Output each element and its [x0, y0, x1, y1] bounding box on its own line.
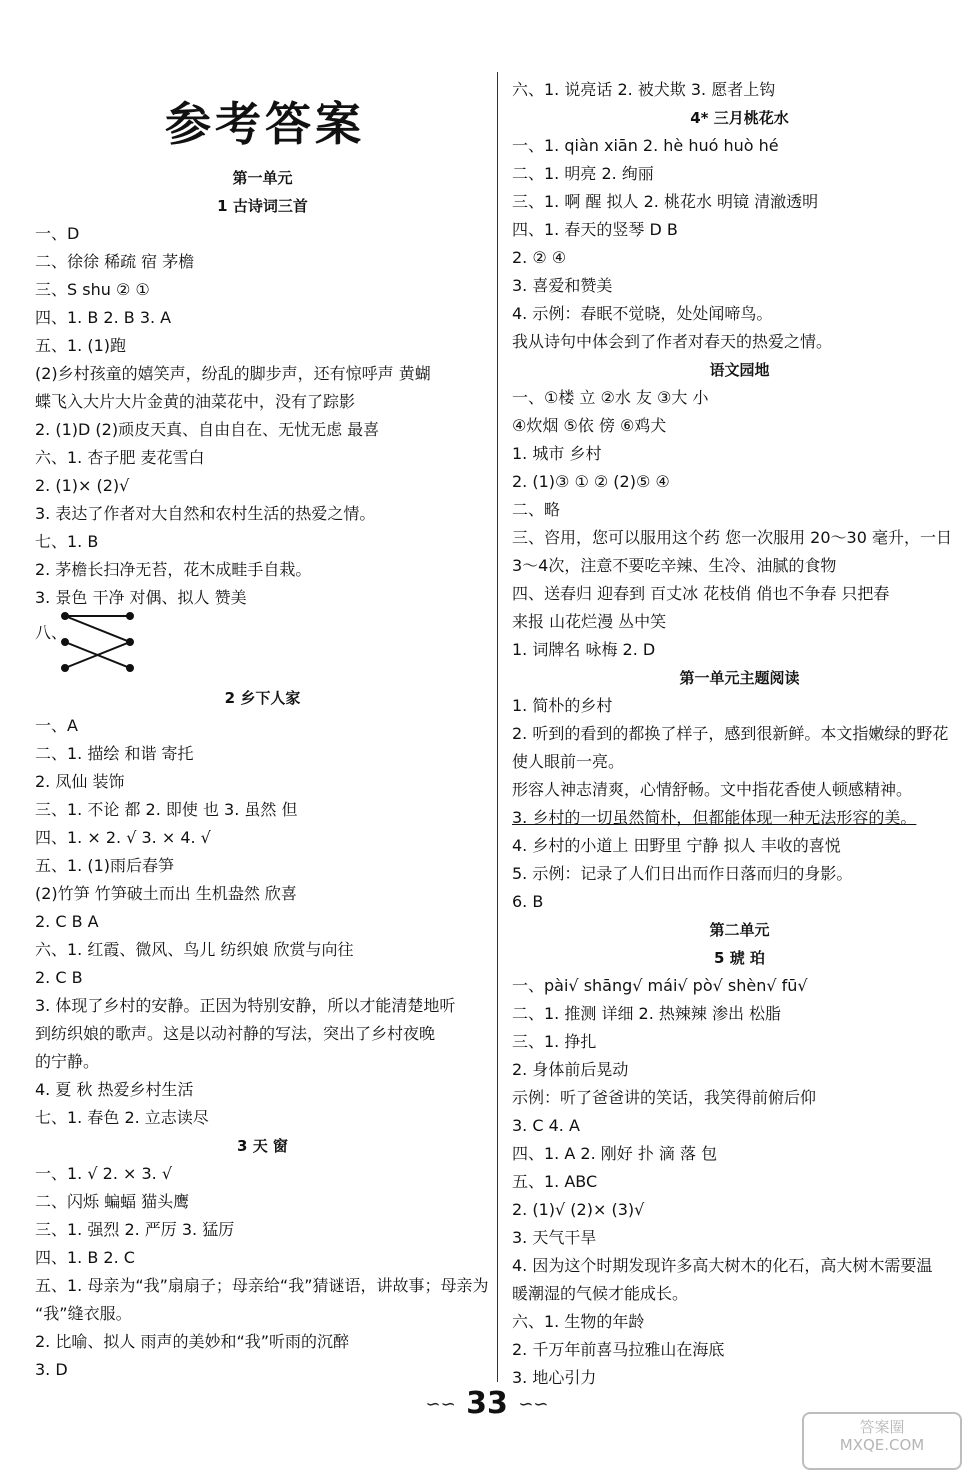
line-text: 二、略	[512, 500, 561, 519]
line-text: 第二单元	[709, 921, 770, 939]
answer-line	[35, 1108, 209, 1128]
line-text: 3. 景色 干净 对偶、拟人 赞美	[35, 588, 247, 607]
section-heading	[35, 168, 490, 188]
line-text: 4. 示例：春眠不觉晓，处处闻啼鸟。	[512, 304, 773, 323]
line-text: 来报 山花烂漫 丛中笑	[512, 612, 667, 631]
answer-line	[35, 940, 354, 960]
line-text: 暖潮湿的气候才能成长。	[512, 1284, 689, 1303]
answer-line	[512, 752, 624, 772]
answer-line	[512, 1340, 724, 1360]
answer-line	[35, 420, 379, 440]
line-text: 五、1. (1)跑	[35, 336, 127, 355]
line-text: 三、1. 强烈 2. 严厉 3. 猛厉	[35, 1220, 235, 1239]
line-text: 四、1. B 2. B 3. A	[35, 308, 172, 327]
watermark-bottom-text: MXQE.COM	[839, 1436, 925, 1454]
answer-line	[35, 560, 311, 580]
line-text: 四、1. B 2. C	[35, 1248, 135, 1267]
answer-line	[35, 392, 355, 412]
answer-line	[35, 968, 83, 988]
line-text: 2. 听到的看到的都换了样子，感到很新鲜。本文指嫩绿的野花	[512, 724, 949, 743]
answer-line	[35, 1080, 194, 1100]
line-text: 四、1. × 2. √ 3. × 4. √	[35, 828, 211, 847]
answer-line	[512, 500, 560, 520]
line-text: 到纺织娘的歌声。这是以动衬静的写法，突出了乡村夜晚	[35, 1024, 436, 1043]
answer-line	[35, 504, 375, 524]
line-text: 三、1. 啊 醒 拟人 2. 桃花水 明镜 清澈透明	[512, 192, 819, 211]
line-text: 6. B	[512, 892, 544, 911]
line-text: 六、1. 生物的年龄	[512, 1312, 645, 1331]
line-text: 2. ② ④	[512, 248, 567, 267]
line-text: 5. 示例：记录了人们日出而作日落而归的身影。	[512, 864, 853, 883]
line-text: 我从诗句中体会到了作者对春天的热爱之情。	[512, 332, 833, 351]
line-text: 1. 简朴的乡村	[512, 696, 613, 715]
line-text: 2. 茅檐长扫净无苔，花木成畦手自栽。	[35, 560, 312, 579]
line-text: 五、1. (1)雨后春笋	[35, 856, 175, 875]
section-heading	[35, 1136, 490, 1156]
line-text: 2. 身体前后晃动	[512, 1060, 629, 1079]
answer-line	[35, 1276, 489, 1296]
watermark-logo	[802, 1412, 962, 1470]
line-text: (2)乡村孩童的嬉笑声，纷乱的脚步声，还有惊呼声 黄蝴	[35, 364, 431, 383]
section-heading	[35, 196, 490, 216]
line-text: 3. 乡村的一切虽然简朴，但都能体现一种无法形容的美。	[512, 808, 917, 827]
line-text: 三、咨用，您可以服用这个药 您一次服用 20～30 毫升，一日	[512, 528, 952, 547]
answer-line	[35, 856, 174, 876]
answer-line	[512, 1060, 628, 1080]
line-text: 使人眼前一亮。	[512, 752, 625, 771]
line-text: 四、1. 春天的竖琴 D B	[512, 220, 678, 239]
answer-line	[35, 1332, 349, 1352]
answer-line	[512, 1200, 644, 1220]
line-text: 五、1. ABC	[512, 1172, 598, 1191]
answer-line	[512, 780, 912, 800]
answer-line	[35, 336, 126, 356]
answer-line	[512, 1368, 596, 1388]
line-text: 2. (1)③ ① ② (2)⑤ ④	[512, 472, 670, 491]
line-text: 第一单元主题阅读	[679, 669, 800, 687]
answer-line	[512, 248, 566, 268]
section-heading	[512, 360, 967, 380]
answer-line	[512, 276, 612, 296]
answer-line	[512, 976, 808, 996]
answer-line	[512, 1088, 816, 1108]
answer-line	[35, 1164, 172, 1184]
line-text: 一、pài√ shāng√ mái√ pò√ shèn√ fū√	[512, 976, 808, 995]
answer-line	[512, 556, 836, 576]
line-text: 3. 天气干旱	[512, 1228, 597, 1247]
column-divider	[497, 72, 498, 1382]
line-text: 2. (1)√ (2)× (3)√	[512, 1200, 645, 1219]
line-text: 蝶飞入大片大片金黄的油菜花中，没有了踪影	[35, 392, 356, 411]
answer-line	[512, 584, 889, 604]
answer-line	[512, 332, 832, 352]
line-text: 一、A	[35, 716, 78, 735]
answer-line	[35, 772, 124, 792]
line-text: 1. 词牌名 咏梅 2. D	[512, 640, 656, 659]
line-text: 3. C 4. A	[512, 1116, 580, 1135]
answer-line	[35, 476, 129, 496]
page-number: 33	[466, 1386, 508, 1421]
line-text: 第一单元	[232, 169, 293, 187]
answer-line	[512, 864, 852, 884]
answer-line	[512, 1284, 688, 1304]
answer-line	[512, 192, 818, 212]
answer-line	[35, 884, 297, 904]
line-text: 一、①楼 立 ②水 友 ③大 小	[512, 388, 709, 407]
matching-exercise	[35, 608, 145, 676]
answer-line	[512, 1312, 644, 1332]
section-heading	[512, 948, 967, 968]
line-text: 四、1. A 2. 刚好 扑 滴 落 包	[512, 1144, 718, 1163]
line-text: 四、送春归 迎春到 百丈冰 花枝俏 俏也不争春 只把春	[512, 584, 890, 603]
line-text: 三、S shu ② ①	[35, 280, 150, 299]
answer-line	[35, 996, 455, 1016]
answer-line	[35, 308, 171, 328]
answer-line	[512, 80, 775, 100]
line-text: 三、1. 不论 都 2. 即使 也 3. 虽然 但	[35, 800, 298, 819]
answer-line	[35, 224, 79, 244]
line-text: 3. 表达了作者对大自然和农村生活的热爱之情。	[35, 504, 376, 523]
line-text: 二、1. 推测 详细 2. 热辣辣 渗出 松脂	[512, 1004, 782, 1023]
answer-line	[512, 388, 708, 408]
line-text: 4* 三月桃花水	[690, 109, 789, 127]
line-text: ④炊烟 ⑤依 傍 ⑥鸡犬	[512, 416, 667, 435]
section-heading	[512, 920, 967, 940]
footer-ornament-left: ∽∽	[425, 1394, 456, 1415]
answer-line	[35, 828, 211, 848]
answer-line	[35, 1248, 135, 1268]
answer-line	[512, 528, 952, 548]
answer-line	[35, 912, 99, 932]
line-text: 3～4次，注意不要吃辛辣、生冷、油腻的食物	[512, 556, 837, 575]
answer-line	[512, 836, 841, 856]
line-text: 六、1. 说亮话 2. 被犬欺 3. 愿者上钩	[512, 80, 776, 99]
answer-line	[35, 800, 298, 820]
line-text: 六、1. 红霞、微风、鸟儿 纺织娘 欣赏与向往	[35, 940, 354, 959]
line-text: 六、1. 杏子肥 麦花雪白	[35, 448, 205, 467]
answer-line	[512, 220, 678, 240]
answer-line	[512, 444, 601, 464]
line-text: 4. 夏 秋 热爱乡村生活	[35, 1080, 194, 1099]
line-text: 5 琥 珀	[714, 949, 765, 967]
line-text: 七、1. B	[35, 532, 99, 551]
answer-line	[512, 164, 654, 184]
line-text: 4. 乡村的小道上 田野里 宁静 拟人 丰收的喜悦	[512, 836, 841, 855]
line-text: 2. C B A	[35, 912, 99, 931]
line-text: 形容人神志清爽，心情舒畅。文中指花香使人顿感精神。	[512, 780, 913, 799]
answer-line	[35, 252, 194, 272]
line-text: 二、1. 描绘 和谐 寄托	[35, 744, 194, 763]
answer-line	[512, 1228, 596, 1248]
answer-line	[512, 892, 543, 912]
answer-line	[35, 280, 150, 300]
line-text: 2. (1)× (2)√	[35, 476, 130, 495]
line-text: 2. 凤仙 装饰	[35, 772, 125, 791]
answer-line	[35, 1192, 189, 1212]
answer-line	[512, 1172, 597, 1192]
line-text: 1. 城市 乡村	[512, 444, 602, 463]
answer-line	[512, 1144, 717, 1164]
line-text: 2. 比喻、拟人 雨声的美妙和“我”听雨的沉醉	[35, 1332, 350, 1351]
line-text: 一、D	[35, 224, 80, 243]
section-heading	[512, 668, 967, 688]
line-text: 三、1. 挣扎	[512, 1032, 597, 1051]
line-text: 五、1. 母亲为“我”扇扇子；母亲给“我”猜谜语，讲故事；母亲为	[35, 1276, 489, 1295]
answer-line	[35, 364, 431, 384]
answer-line	[35, 1304, 132, 1324]
line-text: 4. 因为这个时期发现许多高大树木的化石，高大树木需要温	[512, 1256, 933, 1275]
line-text: 一、1. √ 2. × 3. √	[35, 1164, 173, 1183]
line-text: 七、1. 春色 2. 立志读尽	[35, 1108, 209, 1127]
answer-line	[512, 416, 666, 436]
footer-ornament-right: ∽∽	[518, 1394, 549, 1415]
line-text: 示例：听了爸爸讲的笑话，我笑得前俯后仰	[512, 1088, 817, 1107]
matching-label: 八、	[35, 623, 68, 642]
section-heading	[512, 108, 967, 128]
line-text: 语文园地	[709, 361, 770, 379]
answer-line	[35, 1360, 68, 1380]
answer-line	[512, 696, 612, 716]
answer-line	[512, 808, 916, 828]
line-text: 二、徐徐 稀疏 宿 茅檐	[35, 252, 195, 271]
line-text: 2. C B	[35, 968, 83, 987]
answer-line	[35, 744, 194, 764]
answer-line	[512, 612, 666, 632]
answer-line	[35, 716, 78, 736]
answer-line	[512, 1004, 781, 1024]
line-text: 1 古诗词三首	[217, 197, 308, 215]
line-text: 二、1. 明亮 2. 绚丽	[512, 164, 654, 183]
line-text: 一、1. qiàn xiān 2. hè huó huò hé	[512, 136, 779, 155]
line-text: “我”缝衣服。	[35, 1304, 132, 1323]
line-text: 二、闪烁 蝙蝠 猫头鹰	[35, 1192, 190, 1211]
answer-line	[512, 136, 779, 156]
answer-line	[512, 304, 772, 324]
line-text: 3. 体现了乡村的安静。正因为特别安静，所以才能清楚地听	[35, 996, 456, 1015]
answer-line	[35, 1052, 99, 1072]
answer-line	[35, 532, 98, 552]
line-text: (2)竹笋 竹笋破土而出 生机盎然 欣喜	[35, 884, 297, 903]
page-title: 参考答案	[165, 97, 365, 151]
answer-line	[512, 724, 948, 744]
answer-line	[512, 1256, 932, 1276]
watermark-top-text: 答案圈	[859, 1418, 905, 1436]
answer-line	[35, 1024, 435, 1044]
answer-line	[512, 1116, 580, 1136]
answer-line	[35, 448, 204, 468]
line-text: 3. D	[35, 1360, 68, 1379]
section-heading	[35, 688, 490, 708]
line-text: 3. 喜爱和赞美	[512, 276, 613, 295]
line-text: 3 天 窗	[237, 1137, 288, 1155]
answer-line	[512, 472, 670, 492]
answer-line	[512, 640, 655, 660]
answer-line	[35, 1220, 234, 1240]
line-text: 2 乡下人家	[224, 689, 301, 707]
line-text: 2. 千万年前喜马拉雅山在海底	[512, 1340, 725, 1359]
answer-line	[512, 1032, 596, 1052]
line-text: 3. 地心引力	[512, 1368, 597, 1387]
line-text: 2. (1)D (2)顽皮天真、自由自在、无忧无虑 最喜	[35, 420, 380, 439]
answer-line	[35, 588, 247, 608]
line-text: 的宁静。	[35, 1052, 100, 1071]
